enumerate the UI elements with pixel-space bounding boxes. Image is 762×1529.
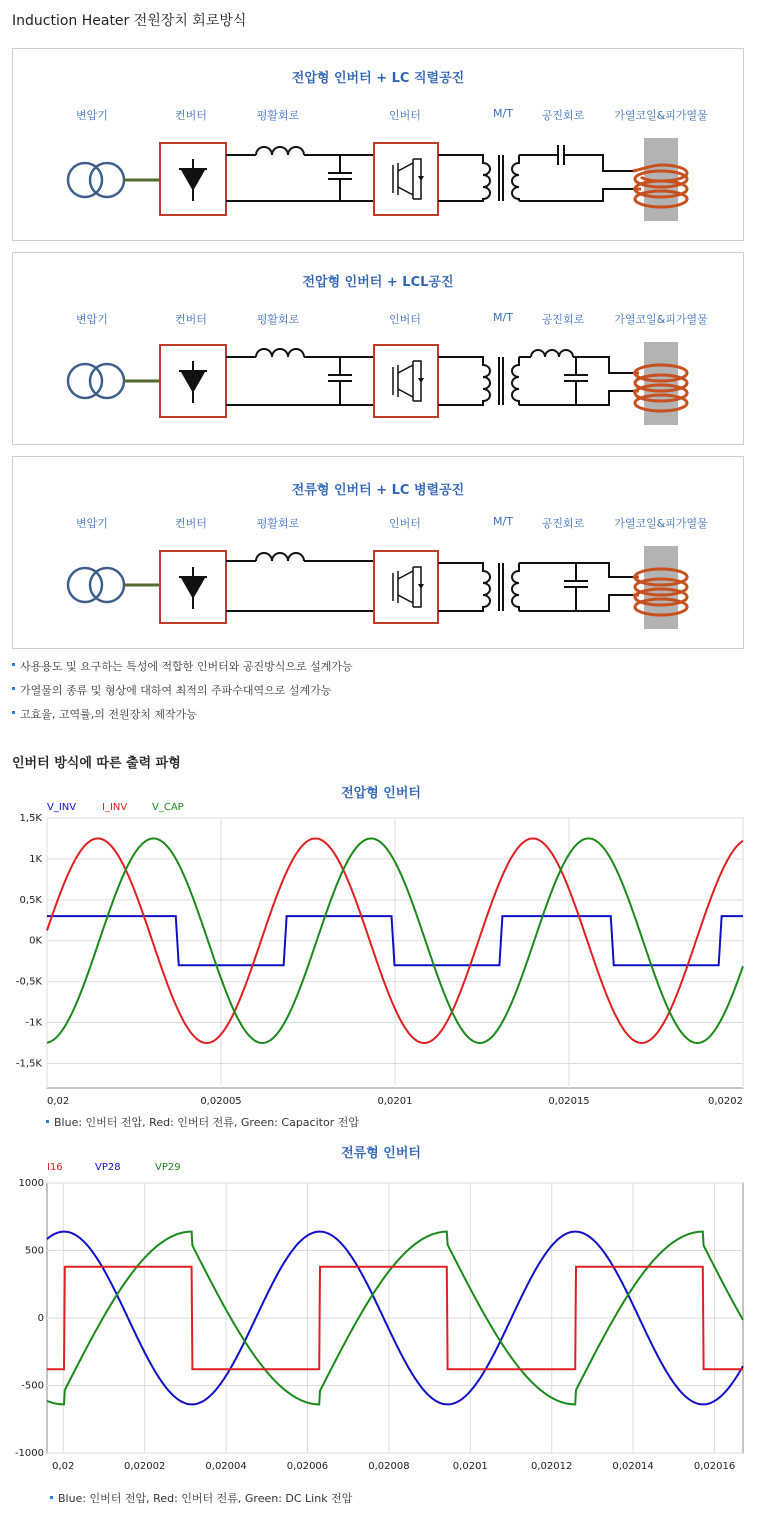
- legend-item: V_INV: [47, 802, 77, 813]
- x-tick-label: 0,0202: [708, 1096, 743, 1107]
- list-item: 고효율, 고역률,의 전원장치 제작가능: [12, 706, 197, 722]
- label-heating-coil: 가열코일&피가열물: [614, 517, 708, 530]
- list-item: 사용용도 및 요구하는 특성에 적합한 인버터와 공진방식으로 설계가능: [12, 658, 353, 674]
- label-mt: M/T: [493, 107, 513, 120]
- circuit-diagram-lcl: [13, 333, 743, 443]
- page-title: Induction Heater 전원장치 회로방식: [12, 13, 247, 29]
- label-resonance: 공진회로: [541, 517, 585, 530]
- label-converter: 컨버터: [175, 517, 207, 530]
- x-tick-label: 0,02004: [205, 1461, 247, 1472]
- legend-item: I_INV: [102, 802, 128, 813]
- circuit-panel-2: [12, 252, 744, 445]
- circuit-panel-3: [12, 456, 744, 649]
- y-tick-label: -1K: [25, 1017, 42, 1029]
- label-converter: 컨버터: [175, 313, 207, 326]
- label-inverter: 인버터: [389, 313, 421, 326]
- label-mt: M/T: [493, 311, 513, 324]
- x-tick-label: 0,02005: [200, 1096, 242, 1107]
- panel-title: 전압형 인버터 + LCL공진: [302, 275, 454, 290]
- label-smoothing: 평활회로: [256, 109, 300, 122]
- label-transformer: 변압기: [76, 517, 108, 530]
- y-tick-label: -500: [21, 1380, 44, 1392]
- y-tick-label: -1,5K: [15, 1058, 42, 1070]
- panel-title: 전압형 인버터 + LC 직렬공진: [291, 71, 465, 86]
- x-tick-label: 0,0201: [452, 1461, 488, 1472]
- chart-caption: Blue: 인버터 전압, Red: 인버터 전류, Green: DC Link 전압: [50, 1490, 352, 1506]
- bullet-icon: [12, 663, 15, 666]
- label-mt: M/T: [493, 515, 513, 528]
- label-heating-coil: 가열코일&피가열물: [614, 109, 708, 122]
- section-title: 인버터 방식에 따른 출력 파형: [12, 756, 181, 771]
- bullet-icon: [50, 1496, 53, 1499]
- circuit-panel-1: [12, 48, 744, 241]
- label-smoothing: 평활회로: [256, 517, 300, 530]
- label-transformer: 변압기: [76, 109, 108, 122]
- circuit-diagram-lc-series: [13, 129, 743, 239]
- chart-voltage-inverter: [0, 798, 762, 1114]
- x-tick-label: 0,0201: [377, 1096, 413, 1107]
- label-inverter: 인버터: [389, 517, 421, 530]
- y-tick-label: 1K: [29, 853, 42, 865]
- chart-caption: Blue: 인버터 전압, Red: 인버터 전류, Green: Capacitor 전압: [46, 1114, 359, 1130]
- label-converter: 컨버터: [175, 109, 207, 122]
- chart-current-inverter: [0, 1158, 762, 1480]
- bullet-icon: [12, 711, 15, 714]
- y-tick-label: 1000: [18, 1178, 44, 1189]
- legend-item: I16: [47, 1162, 63, 1173]
- y-tick-label: 0: [37, 1313, 44, 1324]
- y-tick-label: 0K: [29, 935, 42, 947]
- bullet-icon: [12, 687, 15, 690]
- x-tick-label: 0,02015: [548, 1096, 590, 1107]
- legend-item: VP28: [95, 1162, 121, 1173]
- x-tick-label: 0,02006: [286, 1461, 329, 1472]
- y-tick-label: 500: [24, 1245, 44, 1257]
- panel-title: 전류형 인버터 + LC 병렬공진: [291, 483, 465, 498]
- label-resonance: 공진회로: [541, 109, 585, 122]
- y-tick-label: 0,5K: [19, 894, 42, 906]
- bullet-icon: [46, 1120, 49, 1123]
- legend-item: VP29: [155, 1162, 181, 1173]
- y-tick-label: -0,5K: [15, 976, 42, 988]
- x-tick-label: 0,02012: [531, 1461, 573, 1472]
- legend-item: V_CAP: [152, 802, 184, 813]
- label-heating-coil: 가열코일&피가열물: [614, 313, 708, 326]
- label-resonance: 공진회로: [541, 313, 585, 326]
- y-tick-label: 1,5K: [19, 813, 42, 824]
- chart-title-current-inverter: 전류형 인버터: [341, 1146, 421, 1161]
- chart-title-voltage-inverter: 전압형 인버터: [341, 786, 421, 801]
- x-tick-label: 0,02008: [368, 1461, 410, 1472]
- x-tick-label: 0,02: [47, 1096, 70, 1107]
- x-tick-label: 0,02002: [124, 1461, 166, 1472]
- x-tick-label: 0,02014: [612, 1461, 654, 1472]
- circuit-diagram-lc-parallel: [13, 537, 743, 647]
- label-smoothing: 평활회로: [256, 313, 300, 326]
- label-inverter: 인버터: [389, 109, 421, 122]
- list-item: 가열물의 종류 및 형상에 대하여 최적의 주파수대역으로 설계가능: [12, 682, 331, 698]
- x-tick-label: 0,02: [52, 1461, 75, 1472]
- y-tick-label: -1000: [14, 1448, 44, 1459]
- label-transformer: 변압기: [76, 313, 108, 326]
- x-tick-label: 0,02016: [693, 1461, 736, 1472]
